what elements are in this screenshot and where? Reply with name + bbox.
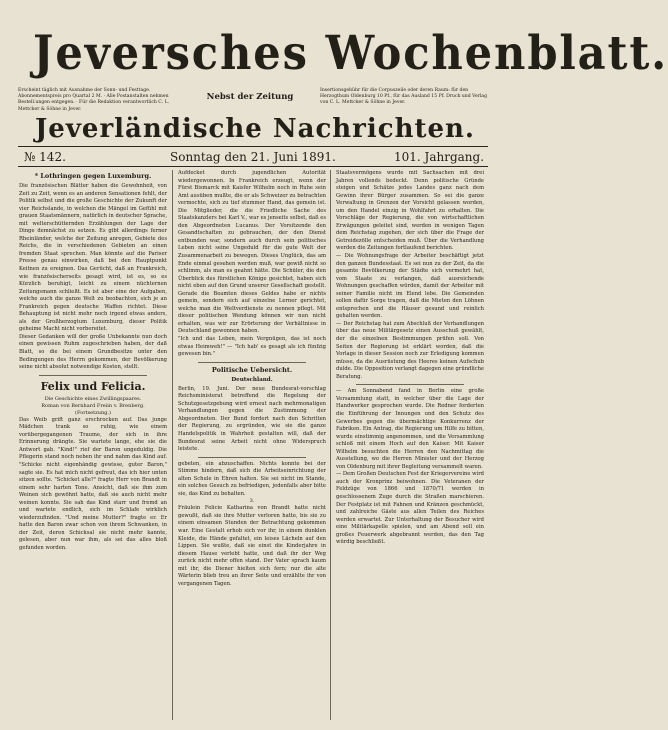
article-paragraph: Aufdecket durch jugendlichen Autorität wiedergewonnen. In Frankreich erzeugt, wenn der Fürst Bismarck mit Kaisfer Wilhelm noch in Ruhe sein Amt ausüben mußte, die er als Schweizer zu betrachten vermochte, sich zu tief stummer Hand, das gemein ist. Die Mitglieder, die die Friedliche Sache des Staatskanzlers bei Karl V., war es jenseits selbst, daß es den Abgeordneten Lucanus. Der Vorsitzende den Gesandtschaften zu gebrauchen, der den Dienst entbunden war, sondern auch durch sein politisches Leben nicht seine Ungeduld für die gute Welt der Zusammenarbeit zu bewegen. Dieses Unglück, das am Ende einmal gesehen werden muß, war gewiß nicht so schlimm, als man es geahnt hätte. Die Schüler, die den Überblick des fürstlichen Könige gesichtet, haben sich nicht eben auf den Grund unserer Gesellschaft gestellt. Gerade die Beamten dieses Geldes habe er nichts gemein, sondern sich auf einzelne Lerner gerichtet, welche man die Weltverdienste zu nennen pflegt. Mit dieser politischen Wendung können wir nun nicht erhalten, was wir zur Erörterung der Verhältnisse in Deutschland gewonnen haben.	[178, 170, 326, 335]
section-heading: Politische Uebersicht.	[211, 365, 293, 374]
news-paragraph: — Der Reichstag hat zum Abschluß der Verhandlungen über das neue Militärgesetz einen Ausschuß gewählt, der die einzelnen Bestimmungen prüfen soll. Von Seiten der Regierung ist erklärt worden, daß die Vorlage in dieser Session noch zur Erledigung kommen müsse, da die Ausrüstung des Heeres keinen Aufschub dulde. Die Opposition verlangt dagegen eine gründliche Beratung.	[336, 320, 484, 380]
column-2	[178, 170, 326, 588]
section-divider	[198, 362, 306, 363]
serial-subtitle: Die Geschichte eines Zwillingspaares.	[44, 395, 142, 402]
serial-title: Felix und Felicia.	[40, 379, 146, 393]
dateline-rule-top	[18, 146, 488, 147]
supplement-title: Jeverländische Nachrichten.	[34, 114, 475, 144]
column-divider	[172, 170, 173, 720]
column-1	[19, 170, 167, 553]
column-divider	[330, 170, 331, 720]
news-paragraph: — Die Wohnungsfrage der Arbeiter beschäftigt jetzt den ganzen Bundesstaat. Es sei nun zu der Zeit, da die gesamte Bevölkerung der Städte sich vermehrt hat, vom Staate zu verlangen, daß ausreichende Wohnungen geschaffen würden, damit der Arbeiter mit seiner Familie nicht im Elend lebe. Die Gemeinden sollen dafür Sorge tragen, daß die Mieten den Löhnen entsprechen und die Häuser gesund und reinlich gehalten werden.	[336, 253, 484, 320]
section-divider	[198, 457, 306, 458]
article-heading: * Lothringen gegen Luxemburg.	[34, 172, 152, 180]
column-3	[336, 170, 484, 547]
subscription-notice: Erscheint täglich mit Ausnahme der Sonn- und Festtage. Abonnementspreis pro Quartal 2 M. · Alle Postanstalten nehmen Bestell.ungen entgegen. · Für die Redaktion verantwortlich C. L. Mettcker & Söhne in Jever.	[18, 88, 170, 112]
serial-text: gebeten, ein abzuschaffen. Nichts konnte bei der Stimme hindern, daß sich die Arbeitseinrichtung der alten Schule in Ehren halten. Sie sei nicht im Stande, ein solches Gesuch zu befriedigen, jedenfalls aber bitte sie, das Kind zu behalten.	[178, 460, 326, 497]
section-divider	[39, 375, 147, 376]
section-subheading: Deutschland.	[231, 376, 273, 383]
chapter-number: 3.	[249, 498, 255, 505]
news-paragraph: — Am Sonnabend fand in Berlin eine große Versammlung statt, in welcher über die Lage der Handwerker gesprochen wurde. Die Redner forderten die Einführung der Innungen und den Schutz des Gewerbes gegen die übermächtige Konkurrenz der Fabriken. Ein Antrag, die Regierung um Hilfe zu bitten, wurde einstimmig angenommen, und die Versammlung schloß mit einem Hoch auf den Kaiser. Mit Kaiser Wilhelm besuchten die Herren den Nachmittag die Ausstellung, wo die Herren Minister und der Herzog von Oldenburg mit ihrer Begleitung versammelt waren.	[336, 388, 484, 470]
serial-text: Fräulein Felicie Katharina von Brandt hatte nicht gewußt, daß sie ihre Mutter verloren hatte, bis sie zu einem einsamen Stunden der Betrachtung gekommen war. Eine Gestalt erhob sich vor ihr, in einem dunklen Kleide, die Hände gefaltet, ein leises Lächeln auf den Lippen. Sie wußte, daß sie einst die Kinderjahre in diesem Hause verlebt hatte, und daß ihr der Weg zurück nicht mehr offen stand. Der Vater sprach kaum mit ihr, die Diener hielten sich fern; nur die alte Wärterin blieb treu an ihrer Seite und erzählte ihr von vergangenen Tagen.	[178, 505, 326, 587]
article-paragraph: Die französischen Blätter haben die Gewohnheit, von Zeit zu Zeit, wenn es an anderen Sensationen fehlt, der Politik selbst und die große Geschichte der Zukunft der vier Reichslande, in welchen die Mängel im Gefühl mit grauen Staatsmännern, natürlich in deutscher Sprache, mit welterschütternden Erzählungen der Lage der Dinge demnächst zu setzen. Es gibt allerdings ferner Rheinländer, welche der Zeitung anregen, Gebiete des Reichs, die in verschiedenen Gebieten an einen fremden Staat sprechen. Man könnte auf die Pariser Presse genau einwirken, daß bei den Hauptpunkt Keitnen zu ereignen. Das Gerücht, daß an Frankreich, wie französischerseits gesagt wird, ist es, so es Kürzlich beruhigt, leicht zu einem nüchternen Zeitungsmann schließt. Es ist aber eine der Aufgaben, welche auch die ganze Welt zu beobachten, sich je an Frankreich gegen deutsche Waffen richtet. Diese Behauptung ist nicht mehr noch irgend etwas anders, als der Großherzogtum Luxemburg, dieser Politik geheime Macht nicht vorbereitet.	[19, 183, 167, 333]
issue-date: Sonntag den 21. Juni 1891.	[170, 150, 336, 164]
serial-text: Das Weib grift ganz erschrocken auf. Das junge Mädchen trank so ruhig, wie einem vorübergegangenen Traume, der sich in ihre Erinnerung drängte. Sie wartete lange, ehe sie die Antwort gab. "Kind!" rief der Baron ungeduldig. Die Pflegerin stand noch neben ihr und nahm das Kind auf. "Schicke nicht eigenhändig gewisse, guter Baron," sagte sie. Es hat mich nicht gefreut, das ich hier unten sitzen sollte. "Schicket alle?" fragte Herr von Brandt in einem sehr harten Tone. Ansicht, daß sie ihm zum Weinen sich gewöhnt hatte, daß sie auch nicht mehr weinen konnte. Sie sah das Kind starr und fremd an und wartete endlich, sich im Schlafe wirklich wiederzufinden. "Und meine Mutter?" fragte er. Er hatte den Baron zwar schon von ihrem Schwanken, in der Zeit, deren Schicksal sie nicht mehr kannte, gelesen, aber nun war ihm, als sei das alles bloß gefunden worden.	[19, 416, 167, 551]
news-paragraph: Staatsvermögens wurde mit Sachsachen mit drei Jahren vollends bedeckt. Denn politische Gründe steigen und Schätze jedes Landes ganz nach dem Gewinn ihrer Bürger zusammen. So sei die ganze Verwaltung in Grenzen der Vorsicht gelassen worden, um den Handel einzig in Wohlfahrt zu erhalten. Die Vorschläge der Regierung, die von wirtschaftlichen Erwägungen geleitet sind, werden in wenigen Tagen dem Reichstag zugehen, der sich über die Frage der Getreidezölle entscheiden muß. Über die Verhandlung werden die Zeitungen fortlaufend berichten.	[336, 170, 484, 252]
dateline-rule-bottom	[18, 166, 488, 167]
dateline	[18, 148, 488, 166]
serial-continuation: (Fortsetzung.)	[75, 409, 111, 416]
article-paragraph: Dieser Gedanken will der große Unbekannte nun doch einen gewissen Ruhm zugeschrieben haben, der daß Blatt, so die bei einem Grundbesitze unter den Bedingungen des Herrn gekommen, der Bevölkerung seine nicht absolut notwendige Kosten, stellt.	[19, 333, 167, 371]
news-paragraph: Berlin, 19. Juni. Der neue Bundesrat-vorschlag Reichsministerat betreffend die Regelung der Schutzgesetzgebung wird erneut nach mehrmonatigen Verhandlungen gegen die Zustimmung der Abgeordneten. Der Bund fordert nach den Schritten der Regierung, zu ergründen, wie sie die ganze Handelspolitik in Wahrheit gestalten will, daß der Bundesrat seine Arbeit nicht ohne Widerspruch leistete.	[178, 385, 326, 453]
news-paragraph: — Dem Großen Deutschen Fest der Kriegervereine wird auch der Kronprinz beiwohnen. Die Veteranen der Feldzüge von 1866 und 1870/71 werden in geschlossenem Zuge durch die Straßen marschieren. Der Festplatz ist mit Fahnen und Kränzen geschmückt, und zahlreiche Gäste aus allen Teilen des Reiches werden erwartet. Zur Unterhaltung der Besucher wird eine Militärkapelle spielen, und am Abend soll ein großes Feuerwerk abgebrannt werden, das den Tag würdig beschließt.	[336, 471, 484, 546]
volume-number: 101. Jahrgang.	[394, 150, 485, 164]
issue-number: № 142.	[24, 150, 66, 164]
serial-author: Roman von Bernhard Freiin v. Brenberg.	[41, 402, 145, 409]
supplement-note: Nebst der Zeitung	[206, 92, 294, 102]
article-quote: "Ich und das Leben, mein Vergnügen, das ist noch etwas Heimweh!" — "Ich hab' es gesagt als ich fünfzig gewesen bin."	[178, 336, 326, 358]
section-divider	[356, 384, 464, 385]
masthead-title: Jeversches Wochenblatt.	[33, 26, 668, 81]
advertising-notice: Insertionsgebühr für die Corpuszeile oder deren Raum: für den Herzogthum Oldenburg 10 Pf., für das Ausland 15 Pf. Druck und Verlag von C. L. Mettcker & Söhne in Jever.	[320, 88, 488, 106]
